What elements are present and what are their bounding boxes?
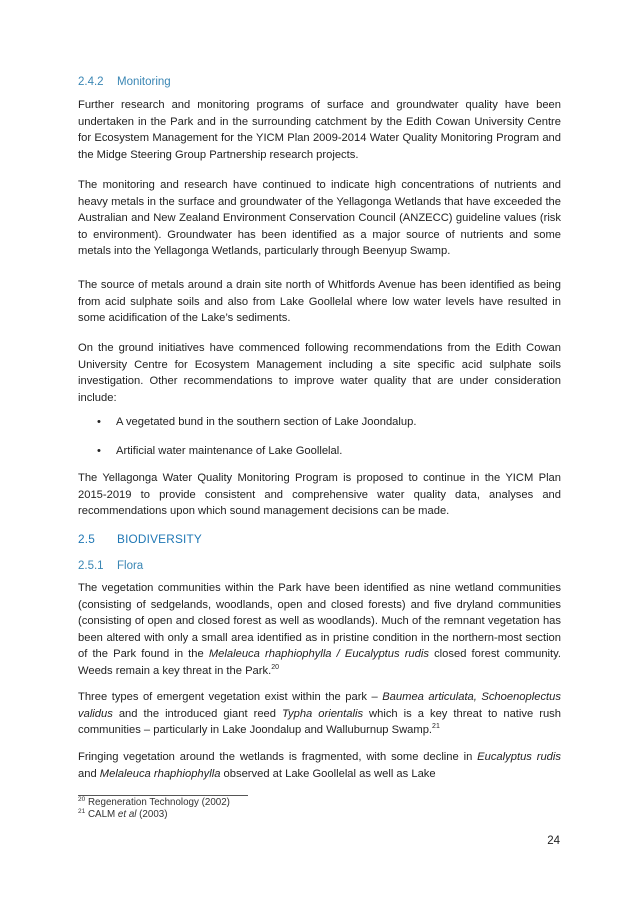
- page-number: 24: [547, 835, 560, 847]
- paragraph-initiatives: On the ground initiatives have commenced following recommendations from the Edith Cowan University Centre for Ecosystem Management including a site specific acid sulphate soils investigation. Other recommendations to improve water quality that are under consideration include:: [78, 342, 561, 404]
- paragraph-emergent-vegetation: Three types of emergent vegetation exist within the park – Baumea articulata, Schoenoplectus validus and the introduced giant reed Typha orientalis which is a key threat to native rush communities – particularly in Lake Joondalup and Walluburnup Swamp.$^{21}$: [78, 691, 561, 737]
- list-item: [97, 414, 557, 431]
- section-number: 2.4.2: [78, 76, 104, 88]
- section-heading-monitoring: [78, 74, 171, 91]
- section-heading-flora: [78, 558, 143, 575]
- bullet-icon: •: [97, 445, 101, 457]
- paragraph-metals-source: The source of metals around a drain site north of Whitfords Avenue has been identified as being from acid sulphate soils and also from Lake Goollelal where low water levels have resulted in some acidification of the Lake’s sediments.: [78, 279, 561, 325]
- footnote: $^{20}$ Regeneration Technology (2002): [78, 796, 230, 808]
- footnote-ref[interactable]: 21: [432, 723, 440, 731]
- paragraph-vegetation-communities: The vegetation communities within the Park have been identified as nine wetland communities (consisting of sedgelands, woodlands, open and closed forests) and five dryland communities (consisting of open and closed forest as well as woodlands). Much of the remnant vegetation has been altered with only a small area identified as in pristine condition in the northern-most section of the Park found in the Melaleuca rhaphiophylla / Eucalyptus rudis closed forest community. Weeds remain a key threat in the Park.$^{20}$: [78, 582, 562, 677]
- paragraph-research: Further research and monitoring programs of surface and groundwater quality have been undertaken in the Park and in the surrounding catchment by the Edith Cowan University Centre for Ecosystem Management for the YICM Plan 2009-2014 Water Quality Monitoring Program and the Midge Steering Group Partnership research projects.: [78, 99, 561, 161]
- section-title: Flora: [117, 560, 144, 572]
- section-number: 2.5.1: [78, 560, 104, 572]
- section-heading-biodiversity: [78, 531, 202, 548]
- footnote-ref[interactable]: 20: [271, 663, 279, 671]
- footnote: $^{21}$ CALM et al (2003): [78, 808, 168, 820]
- paragraph-monitoring-program: The Yellagonga Water Quality Monitoring Program is proposed to continue in the YICM Plan 2015-2019 to provide consistent and comprehensive water quality data, analyses and recommendations upon which sound management decisions can be made.: [78, 472, 561, 518]
- paragraph-monitoring-results: The monitoring and research have continued to indicate high concentrations of nutrients and heavy metals in the surface and groundwater of the Yellagonga Wetlands that have exceeded the Australian and New Zealand Environment Conservation Council (ANZECC) guideline values (risk to environment). Groundwater has been identified as a major source of nutrients and some metals into the Yellagonga Wetlands, particularly through Beenyup Swamp.: [78, 179, 561, 258]
- list-item-text: A vegetated bund in the southern section of Lake Joondalup.: [116, 416, 417, 428]
- section-number: 2.5: [78, 532, 95, 546]
- footnote-divider: [78, 795, 248, 796]
- list-item: [97, 443, 557, 460]
- section-title: Monitoring: [117, 76, 171, 88]
- bullet-icon: •: [97, 416, 101, 428]
- list-item-text: Artificial water maintenance of Lake Goollelal.: [116, 445, 343, 457]
- section-title: BIODIVERSITY: [117, 532, 202, 546]
- paragraph-fringing-vegetation: Fringing vegetation around the wetlands is fragmented, with some decline in Eucalyptus rudis and Melaleuca rhaphiophylla observed at Lake Goollelal as well as Lake: [78, 751, 561, 780]
